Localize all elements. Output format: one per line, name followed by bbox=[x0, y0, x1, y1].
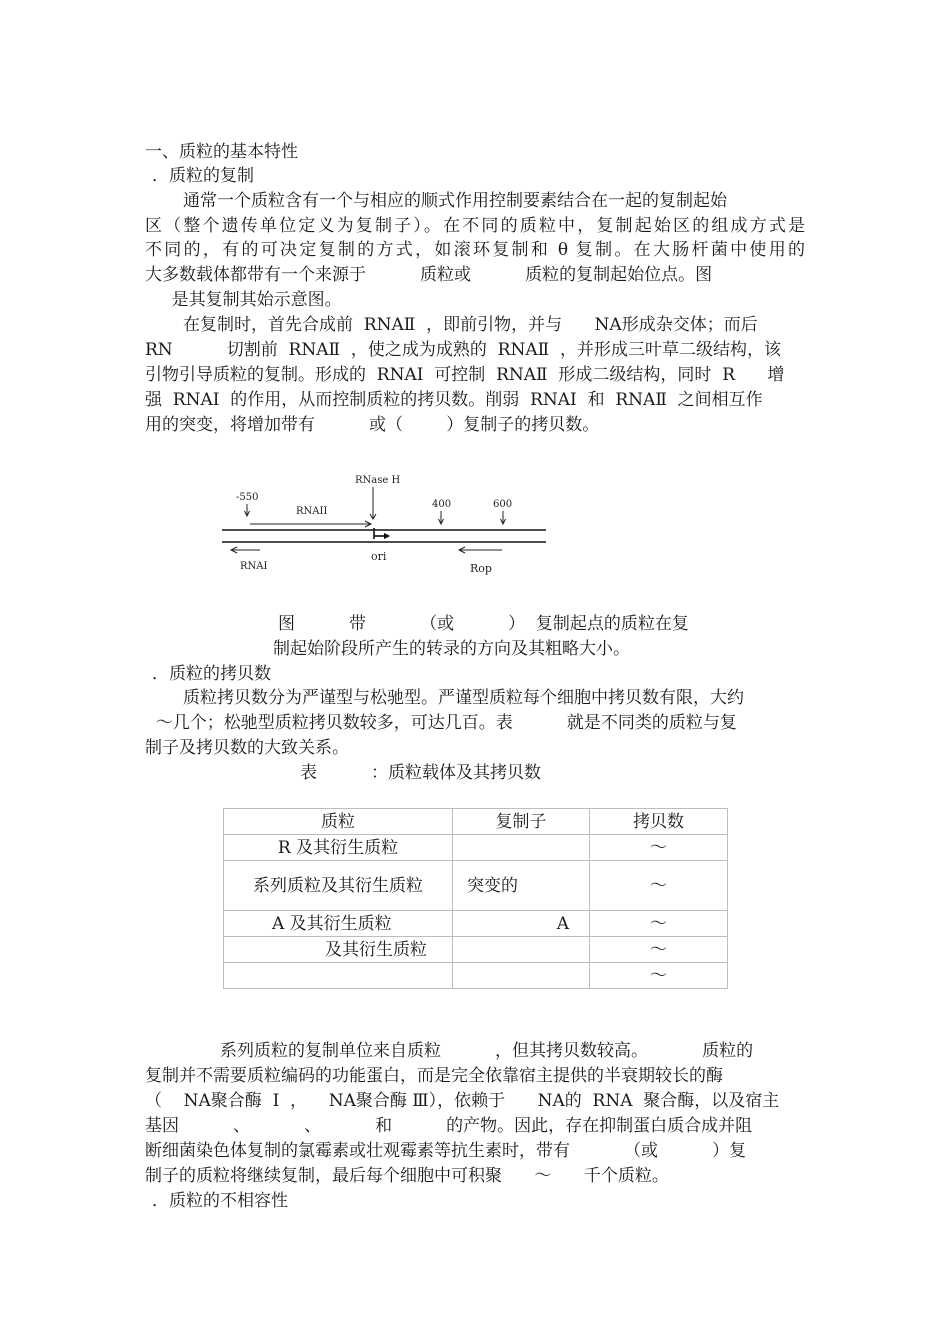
p1-line-2: 区（整个遗传单位定义为复制子）。在不同的质粒中，复制起始区的组成方式是 bbox=[145, 216, 805, 236]
cell-replicon bbox=[453, 937, 590, 963]
cell-copy-number: ～ bbox=[590, 861, 728, 911]
cell-plasmid: R 及其衍生质粒 bbox=[224, 835, 453, 861]
subheading-incompatibility: ．质粒的不相容性 bbox=[152, 1191, 288, 1211]
cell-copy-number: ～ bbox=[590, 835, 728, 861]
header-replicon: 复制子 bbox=[453, 809, 590, 835]
cell-plasmid: 及其衍生质粒 bbox=[224, 937, 453, 963]
p4-line-4: 基因 、 、 和 的产物。因此，存在抑制蛋白质合成并阻 bbox=[145, 1116, 753, 1136]
table-row bbox=[224, 835, 728, 861]
cell-plasmid bbox=[224, 861, 453, 911]
p1-line-1: 通常一个质粒含有一个与相应的顺式作用控制要素结合在一起的复制起始 bbox=[183, 191, 727, 211]
p4-line-1: 系列质粒的复制单位来自质粒 ，但其拷贝数较高。 质粒的 bbox=[220, 1041, 754, 1061]
p2-line-4: 强 RNAⅠ 的作用，从而控制质粒的拷贝数。削弱 RNAⅠ 和 RNAⅡ 之间相互作 bbox=[145, 390, 763, 410]
pos-550-label: -550 bbox=[236, 492, 259, 503]
header-plasmid: 质粒 bbox=[224, 809, 453, 835]
p4-line-5: 断细菌染色体复制的氯霉素或壮观霉素等抗生素时，带有 （或 ）复 bbox=[145, 1141, 747, 1161]
cell-plasmid-text: 系列质粒及其衍生质粒 bbox=[253, 875, 423, 896]
caption-line-1: 图 带 （或 ） 复制起点的质粒在复 bbox=[278, 614, 689, 634]
p3-line-1: 质粒拷贝数分为严谨型与松驰型。严谨型质粒每个细胞中拷贝数有限，大约 bbox=[183, 688, 744, 708]
p4-line-6: 制子的质粒将继续复制，最后每个细胞中可积聚 ～ 千个质粒。 bbox=[145, 1166, 669, 1186]
cell-replicon: A bbox=[453, 911, 590, 937]
table-title: 表 ：质粒载体及其拷贝数 bbox=[300, 763, 542, 783]
rnase-h-label: RNase H bbox=[355, 475, 401, 486]
table-row bbox=[224, 937, 728, 963]
ori-direction-arrowhead bbox=[384, 534, 389, 539]
table-row bbox=[224, 861, 728, 911]
pos-600-label: 600 bbox=[493, 499, 513, 510]
cell-replicon bbox=[453, 835, 590, 861]
section-heading: 一、质粒的基本特性 bbox=[145, 142, 298, 162]
plasmid-copy-number-table bbox=[223, 808, 728, 989]
cell-plasmid: A 及其衍生质粒 bbox=[224, 911, 453, 937]
p1-line-5: 是其复制其始示意图。 bbox=[150, 290, 342, 310]
p4-line-2: 复制并不需要质粒编码的功能蛋白，而是完全依靠宿主提供的半衰期较长的酶 bbox=[145, 1066, 723, 1086]
table-row bbox=[224, 911, 728, 937]
cell-replicon bbox=[453, 963, 590, 989]
rna1-label: RNAI bbox=[240, 561, 268, 572]
p4-line-3: （ NA聚合酶 Ⅰ ， NA聚合酶 Ⅲ），依赖于 NA的 RNA 聚合酶，以及宿主 bbox=[145, 1091, 780, 1111]
cell-copy-number: ～ bbox=[590, 911, 728, 937]
table-row bbox=[224, 963, 728, 989]
p1-line-3: 不同的，有的可决定复制的方式，如滚环复制和 θ 复制。在大肠杆菌中使用的 bbox=[145, 240, 805, 260]
rna2-label: RNAII bbox=[296, 506, 328, 517]
cell-copy-number: ～ bbox=[590, 963, 728, 989]
subheading-replication: ．质粒的复制 bbox=[152, 166, 254, 186]
ori-label: ori bbox=[371, 550, 387, 563]
p2-line-1: 在复制时，首先合成前 RNAⅡ ，即前引物，并与 NA形成杂交体；而后 bbox=[183, 315, 758, 335]
subheading-copy-number: ．质粒的拷贝数 bbox=[152, 664, 271, 684]
rop-label: Rop bbox=[470, 562, 492, 575]
header-copy-number: 拷贝数 bbox=[590, 809, 728, 835]
p2-line-2: RN 切割前 RNAⅡ ，使之成为成熟的 RNAⅡ ，并形成三叶草二级结构，该 bbox=[145, 340, 781, 360]
p2-line-3: 引物引导质粒的复制。形成的 RNAⅠ 可控制 RNAⅡ 形成二级结构，同时 R 增 bbox=[145, 365, 785, 385]
p2-line-5: 用的突变，将增加带有 或（ ）复制子的拷贝数。 bbox=[145, 415, 600, 435]
table-header-row bbox=[224, 809, 728, 835]
p3-line-2: ～几个；松驰型质粒拷贝数较多，可达几百。表 就是不同类的质粒与复 bbox=[145, 713, 737, 733]
p1-line-4: 大多数载体都带有一个来源于 质粒或 质粒的复制起始位点。图 bbox=[145, 265, 713, 285]
cell-copy-number: ～ bbox=[590, 937, 728, 963]
caption-line-2: 制起始阶段所产生的转录的方向及其粗略大小。 bbox=[273, 639, 630, 659]
pos-400-label: 400 bbox=[432, 499, 452, 510]
cell-plasmid bbox=[224, 963, 453, 989]
replication-origin-diagram bbox=[210, 470, 560, 585]
cell-replicon: 突变的 bbox=[453, 861, 590, 911]
p3-line-3: 制子及拷贝数的大致关系。 bbox=[145, 738, 349, 758]
